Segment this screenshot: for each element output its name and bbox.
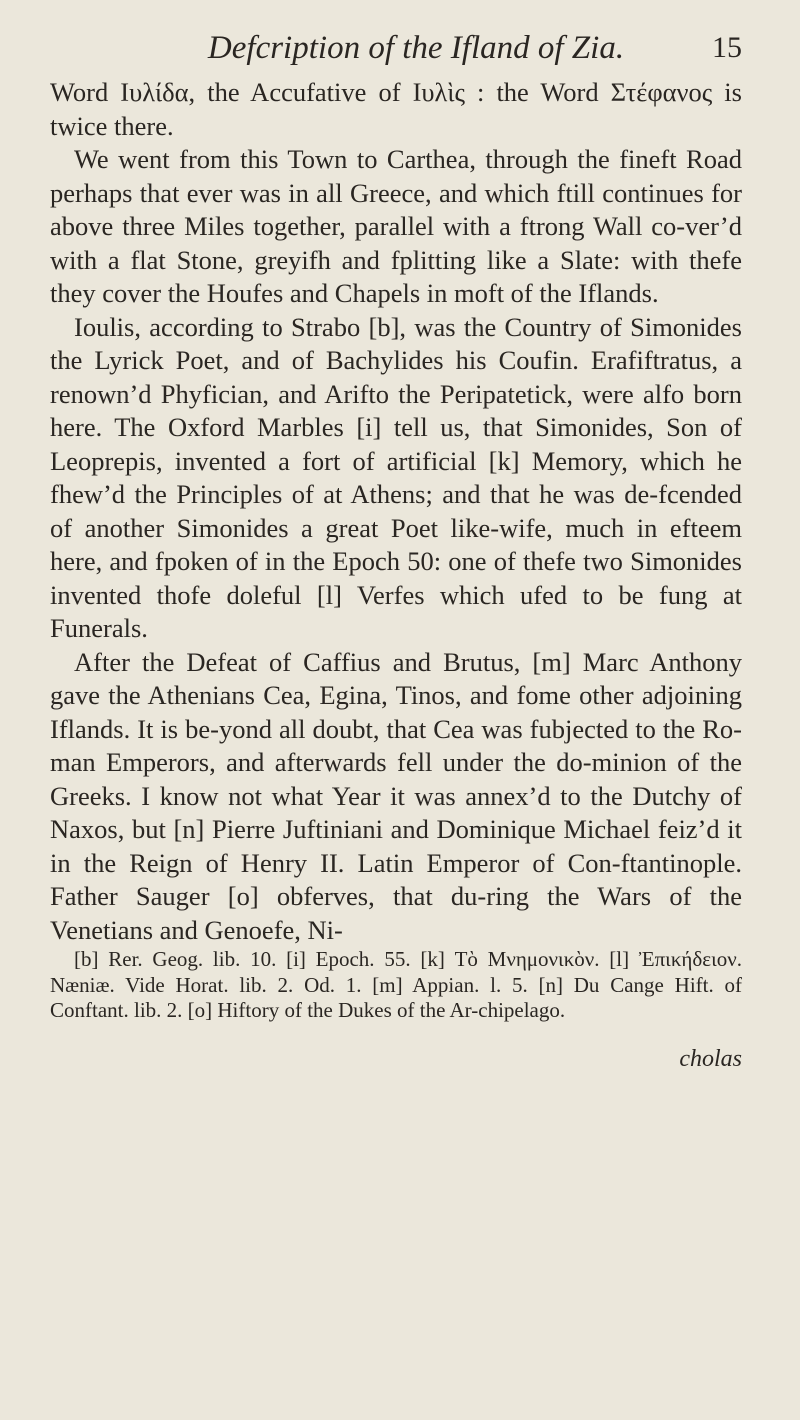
- body-text: [50, 76, 742, 947]
- paragraph: Ioulis, according to Strabo [b], was the Country of Simonides the Lyrick Poet, and of Bachylides his Coufin. Erafiftratus, a renown’d Phyfician, and Arifto the Peripatetick, were alfo born here. The Oxford Marbles [i] tell us, that Simonides, Son of Leoprepis, invented a fort of artificial [k] Memory, which he fhew’d the Principles of at Athens; and that he was de-fcended of another Simonides a great Poet like-wife, much in efteem here, and fpoken of in the Epoch 50: one of thefe two Simonides invented thofe doleful [l] Verfes which ufed to be fung at Funerals.: [50, 311, 742, 643]
- page-number: 15: [712, 31, 742, 64]
- running-head: [50, 20, 742, 76]
- paragraph: After the Defeat of Caffius and Brutus, [m] Marc Anthony gave the Athenians Cea, Egina, Tinos, and fome other adjoining Iflands. It is be-yond all doubt, that Cea was fubjected to the Ro-man Emperors, and afterwards fell under the do-minion of the Greeks. I know not what Year it was annex’d to the Dutchy of Naxos, but [n] Pierre Juftiniani and Dominique Michael feiz’d it in the Reign of Henry II. Latin Emperor of Con-ftantinople. Father Sauger [o] obferves, that du-ring the Wars of the Venetians and Genoefe, Ni-: [50, 646, 742, 945]
- footnotes: [50, 947, 742, 1024]
- footnote-block: [b] Rer. Geog. lib. 10. [i] Epoch. 55. [k] Τὸ Μνημονικὸν. [l] Ἐπικήδειον. Næniæ. Vide Horat. lib. 2. Od. 1. [m] Appian. l. 5. [n] Du Cange Hift. of Conftant. lib. 2. [o] Hiftory of the Dukes of the Ar-chipelago.: [50, 947, 742, 1022]
- running-title: Defcription of the Ifland of Zia.: [207, 30, 625, 66]
- catchword: cholas: [679, 1045, 742, 1072]
- paragraph: Word Ιυλίδα, the Accufative of Ιυλὶς : the Word Στέφανος is twice there.: [50, 77, 742, 141]
- paragraph: We went from this Town to Carthea, through the fineft Road perhaps that ever was in all Greece, and which ftill continues for above three Miles together, parallel with a ftrong Wall co-ver’d with a flat Stone, greyifh and fplitting like a Slate: with thefe they cover the Houfes and Chapels in moft of the Iflands.: [50, 144, 742, 308]
